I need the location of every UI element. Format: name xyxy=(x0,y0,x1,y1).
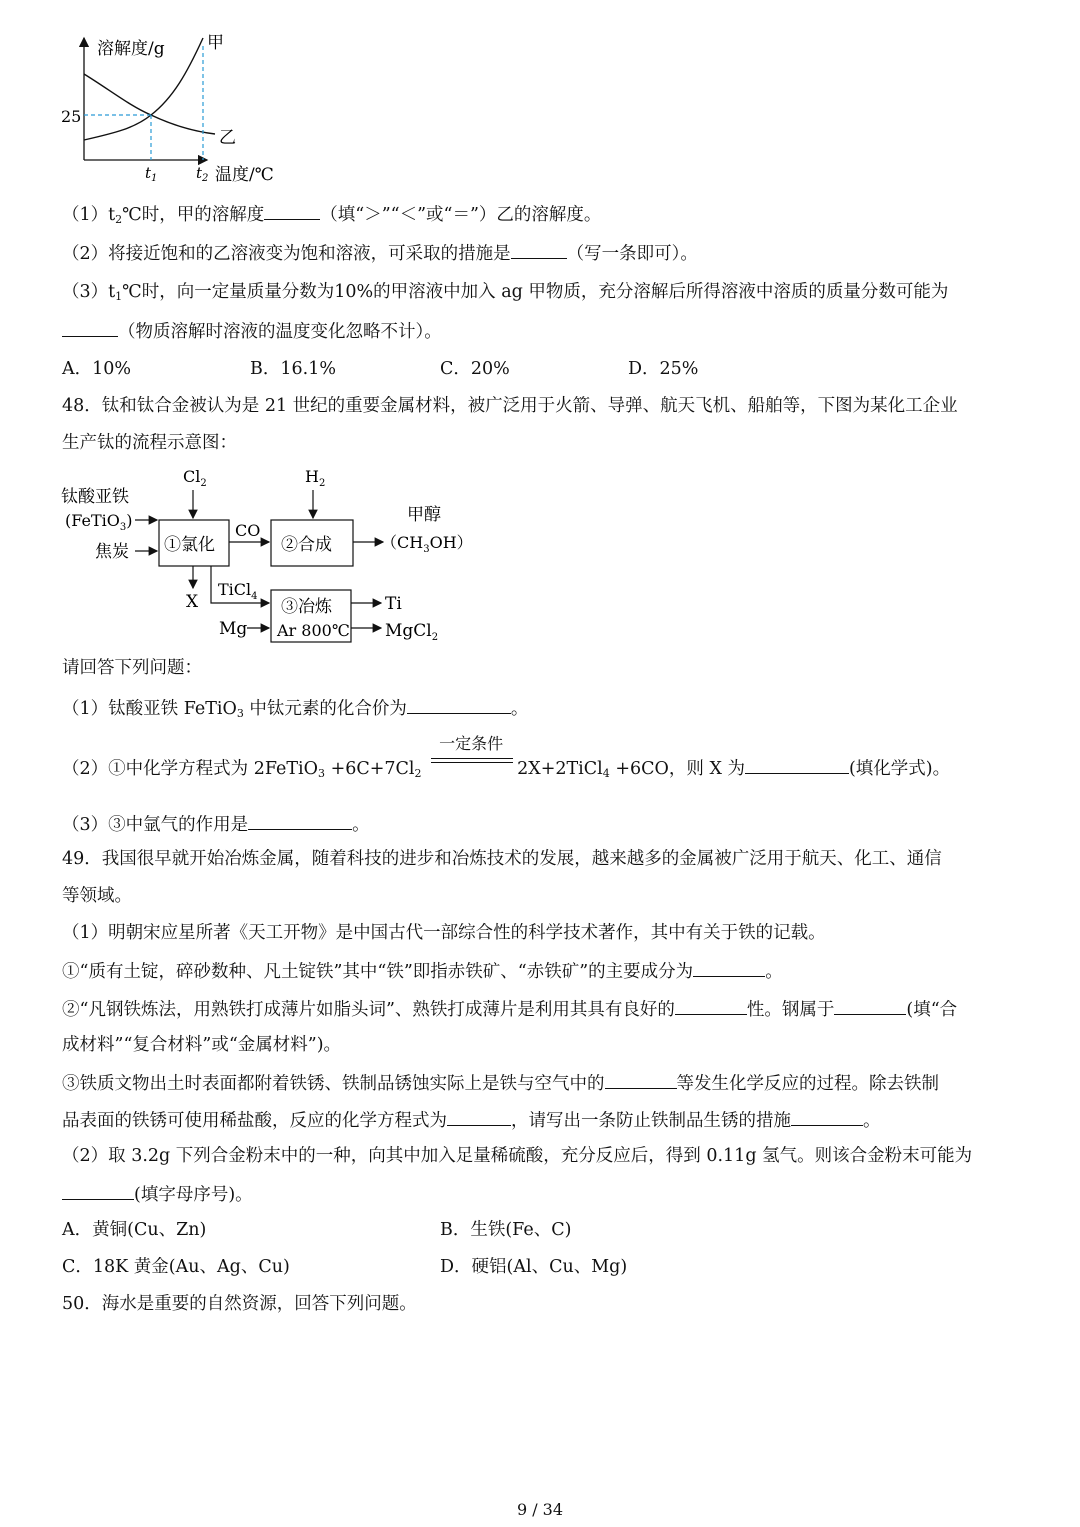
q47-option-d[interactable]: D．25% xyxy=(628,359,699,379)
q48-sub3: （3）③中氩气的作用是 。 xyxy=(62,811,370,837)
q49-item1: ①“质有土锭，碎砂数种、凡土锭铁”其中“铁”即指赤铁矿、“赤铁矿”的主要成分为 。 xyxy=(62,958,783,984)
answer-blank[interactable] xyxy=(62,1181,134,1200)
answer-blank[interactable] xyxy=(605,1070,677,1089)
q48-prompt: 请回答下列问题： xyxy=(62,658,202,678)
answer-blank[interactable] xyxy=(407,695,511,714)
q47-option-b[interactable]: B．16.1% xyxy=(250,359,336,379)
step3-condition: Ar 800℃ xyxy=(277,621,350,640)
feedstock-ilmenite: 钛酸亚铁 xyxy=(61,487,129,507)
answer-blank[interactable] xyxy=(791,1107,863,1126)
step1-label: ①氯化 xyxy=(164,535,215,555)
q47-sub3-cont: （物质溶解时溶液的温度变化忽略不计）。 xyxy=(62,318,442,344)
titanium-flow-diagram xyxy=(55,458,475,650)
step2-label: ②合成 xyxy=(281,535,332,555)
h2-label: $H_2$ xyxy=(305,467,326,489)
answer-blank[interactable] xyxy=(264,201,320,220)
answer-blank[interactable] xyxy=(675,996,747,1015)
q48-intro-cont: 生产钛的流程示意图： xyxy=(62,433,237,453)
q47-option-c[interactable]: C．20% xyxy=(440,359,510,379)
q47-sub2: （2）将接近饱和的乙溶液变为饱和溶液，可采取的措施是 （写一条即可）。 xyxy=(62,240,698,266)
q49-option-b[interactable]: B．生铁(Fe、C) xyxy=(440,1220,572,1240)
q49-sub2: （2）取 3.2g 下列合金粉末中的一种，向其中加入足量稀硫酸，充分反应后，得到 0.11g 氢气。则该合金粉末可能为 xyxy=(62,1146,973,1166)
q49-intro: 49．我国很早就开始冶炼金属，随着科技的进步和冶炼技术的发展，越来越多的金属被广泛用于航天、化工、通信 xyxy=(62,849,942,869)
q49-item3: ③铁质文物出土时表面都附着铁锈、铁制品锈蚀实际上是铁与空气中的 等发生化学反应的过程。除去铁制 xyxy=(62,1070,939,1096)
q49-item2-cont: 成材料”“复合材料”或“金属材料”)。 xyxy=(62,1035,342,1055)
page-number: 9 / 34 xyxy=(516,1500,564,1519)
q49-item3-cont: 品表面的铁锈可使用稀盐酸，反应的化学方程式为 ，请写出一条防止铁制品生锈的措施 。 xyxy=(62,1107,881,1133)
reaction-condition: 一定条件 xyxy=(439,734,504,753)
curve-yi xyxy=(84,74,215,134)
x-label: X xyxy=(186,592,199,612)
product-methanol: 甲醇 xyxy=(407,505,441,525)
q49-item2: ②“凡钢铁炼法，用熟铁打成薄片如脂头词”、熟铁打成薄片是利用其具有良好的 性。钢属于 (填“合 xyxy=(62,996,957,1022)
q49-option-c[interactable]: C．18K 黄金(Au、Ag、Cu) xyxy=(62,1257,290,1277)
product-methanol-formula: $(CH_3OH)$ xyxy=(381,533,473,555)
q47-option-a[interactable]: A．10% xyxy=(62,359,132,379)
answer-blank[interactable] xyxy=(62,318,118,337)
step3-label: ③冶炼 xyxy=(281,597,332,617)
feedstock-ilmenite-formula: (FeTiO$_3$) xyxy=(65,511,133,533)
q47-sub1: $(1)t_2℃$时，甲的溶解度 （填“＞”“＜”或“＝”）乙的溶解度。 xyxy=(62,201,601,227)
answer-blank[interactable] xyxy=(447,1107,511,1126)
q49-sub1: （1）明朝宋应星所著《天工开物》是中国古代一部综合性的科学技术著作，其中有关于铁的记载。 xyxy=(62,923,826,943)
x-axis-label: 温度/℃ xyxy=(215,165,274,185)
q49-intro-cont: 等领域。 xyxy=(62,886,132,906)
q48-intro: 48．钛和钛合金被认为是 21 世纪的重要金属材料，被广泛用于火箭、导弹、航天飞机、船舶等，下图为某化工企业 xyxy=(62,396,958,416)
q49-option-a[interactable]: A．黄铜(Cu、Zn) xyxy=(62,1220,207,1240)
mgcl2-label: MgCl$_2$ xyxy=(385,621,439,643)
x-tick-t2: $t_2$ xyxy=(196,164,209,184)
co-label: CO xyxy=(235,521,261,540)
q47-sub3: $(3)t_1℃$时，向一定量质量分数为10%的甲溶液中加入 ag 甲物质，充分溶解后所得溶液中溶质的质量分数可能为 xyxy=(62,282,949,303)
q48-sub2: （2）①中化学方程式为 2FeTiO$_3$ $+6C+7Cl_2$ 一定条件 2X+2TiCl$_4$ +6CO，则 X 为 (填化学式)。 xyxy=(62,734,951,780)
x-tick-t1: $t_1$ xyxy=(145,164,158,184)
cl2-label: $Cl_2$ xyxy=(183,467,207,489)
q49-sub2-cont: (填字母序号)。 xyxy=(62,1181,253,1207)
answer-blank[interactable] xyxy=(248,811,352,830)
y-axis-label: 溶解度/g xyxy=(97,39,165,59)
feedstock-coke: 焦炭 xyxy=(95,542,129,562)
answer-blank[interactable] xyxy=(511,240,567,259)
reaction-condition-arrow xyxy=(431,734,513,774)
answer-blank[interactable] xyxy=(693,958,765,977)
y-tick-25: 25 xyxy=(61,107,82,126)
ticl4-label: TiCl$_4$ xyxy=(218,580,258,602)
solubility-graph xyxy=(55,28,305,188)
ti-label: Ti xyxy=(385,594,402,614)
answer-blank[interactable] xyxy=(834,996,906,1015)
q48-sub1: （1）钛酸亚铁 FeTiO$_3$ 中钛元素的化合价为 。 xyxy=(62,695,528,721)
curve-jia-label: 甲 xyxy=(207,33,224,53)
answer-blank[interactable] xyxy=(745,755,849,774)
mg-label: Mg xyxy=(219,619,248,639)
q49-option-d[interactable]: D．硬铝(Al、Cu、Mg) xyxy=(440,1257,628,1277)
curve-yi-label: 乙 xyxy=(219,128,236,148)
q50-intro: 50．海水是重要的自然资源，回答下列问题。 xyxy=(62,1294,417,1314)
